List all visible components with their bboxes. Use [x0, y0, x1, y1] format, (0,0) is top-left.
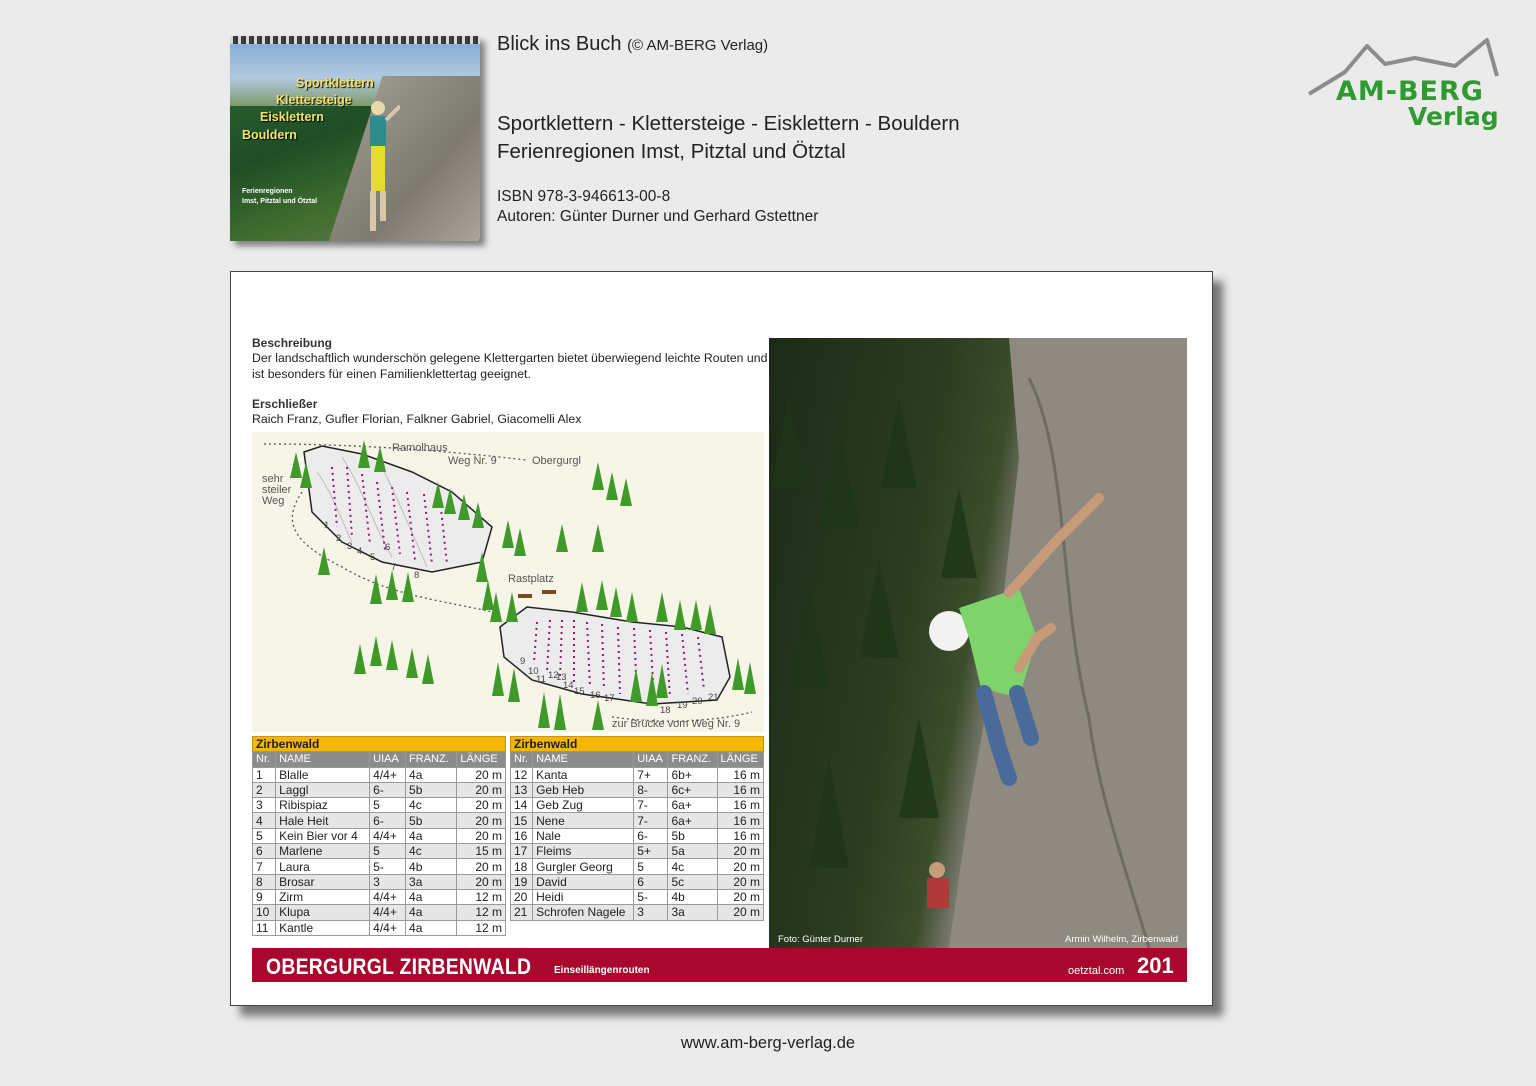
route-length: 20 m — [717, 859, 764, 874]
svg-text:10: 10 — [528, 666, 539, 677]
table-caption: Zirbenwald — [253, 737, 506, 752]
route-length: 16 m — [717, 798, 764, 813]
svg-text:15: 15 — [574, 686, 585, 697]
table-row — [253, 767, 506, 782]
route-length: 20 m — [717, 905, 764, 920]
route-nr: 10 — [253, 905, 276, 920]
svg-text:1: 1 — [324, 520, 330, 531]
topo-map — [252, 432, 764, 732]
map-label-steep-2: steiler — [262, 484, 292, 496]
route-franz: 4c — [668, 859, 717, 874]
page-footer-bar — [252, 948, 1187, 982]
route-length: 20 m — [457, 782, 506, 797]
cover-line-3: Eisklettern — [260, 110, 324, 124]
route-franz: 4a — [406, 889, 457, 904]
route-length: 20 m — [457, 859, 506, 874]
cover-region-1: Ferienregionen — [242, 188, 293, 195]
col-name: NAME — [276, 752, 370, 767]
route-franz: 5c — [668, 874, 717, 889]
book-cover — [230, 36, 480, 241]
col-nr: Nr. — [511, 752, 533, 767]
photo-caption: Armin Wilhelm, Zirbenwald — [1065, 934, 1178, 945]
route-uiaa: 4/4+ — [370, 767, 406, 782]
col-nr: Nr. — [253, 752, 276, 767]
table-row — [253, 844, 506, 859]
route-franz: 5a — [668, 844, 717, 859]
table-row — [253, 828, 506, 843]
svg-text:13: 13 — [556, 672, 567, 683]
route-franz: 6c+ — [668, 782, 717, 797]
route-length: 12 m — [457, 920, 506, 935]
table-row — [511, 905, 764, 920]
footer-title: OBERGURGL ZIRBENWALD — [266, 954, 532, 979]
route-franz: 6a+ — [668, 798, 717, 813]
header-authors: Autoren: Günter Durner und Gerhard Gstettner — [497, 208, 819, 225]
route-franz: 4c — [406, 844, 457, 859]
route-uiaa: 3 — [370, 874, 406, 889]
route-name: Blalle — [276, 767, 370, 782]
table-row — [511, 767, 764, 782]
route-name: Nene — [533, 813, 634, 828]
bench-icon — [518, 594, 532, 598]
map-label-obergurgl: Obergurgl — [532, 455, 581, 467]
map-label-weg: Weg Nr. 9 — [448, 455, 497, 467]
route-uiaa: 4/4+ — [370, 920, 406, 935]
route-name: Zirm — [276, 889, 370, 904]
route-length: 20 m — [457, 874, 506, 889]
route-franz: 3a — [668, 905, 717, 920]
route-length: 20 m — [457, 813, 506, 828]
route-uiaa: 6- — [634, 828, 668, 843]
route-uiaa: 5 — [634, 859, 668, 874]
table-row — [511, 844, 764, 859]
map-label-rastplatz: Rastplatz — [508, 573, 554, 585]
route-nr: 12 — [511, 767, 533, 782]
table-row — [511, 813, 764, 828]
route-name: Laggl — [276, 782, 370, 797]
site-url-link[interactable]: www.am-berg-verlag.de — [680, 1034, 856, 1052]
route-franz: 5b — [406, 813, 457, 828]
route-name: Brosar — [276, 874, 370, 889]
route-name: Fleims — [533, 844, 634, 859]
route-name: Laura — [276, 859, 370, 874]
route-uiaa: 6- — [370, 782, 406, 797]
route-uiaa: 3 — [634, 905, 668, 920]
route-nr: 18 — [511, 859, 533, 874]
header-title-text: Blick ins Buch — [497, 33, 622, 55]
route-length: 20 m — [717, 889, 764, 904]
route-nr: 6 — [253, 844, 276, 859]
svg-text:7: 7 — [391, 562, 397, 573]
svg-text:19: 19 — [677, 700, 688, 711]
cover-line-2: Klettersteige — [276, 93, 352, 107]
header-subtitle-1: Sportklettern - Klettersteige - Eisklettern - Bouldern — [497, 112, 960, 135]
route-franz: 6a+ — [668, 813, 717, 828]
col-laenge: LÄNGE — [717, 752, 764, 767]
route-nr: 8 — [253, 874, 276, 889]
route-name: David — [533, 874, 634, 889]
table-row — [253, 920, 506, 935]
route-nr: 13 — [511, 782, 533, 797]
route-nr: 7 — [253, 859, 276, 874]
route-uiaa: 6 — [634, 874, 668, 889]
col-franz: FRANZ. — [668, 752, 717, 767]
route-length: 12 m — [457, 889, 506, 904]
svg-text:18: 18 — [660, 705, 671, 716]
footer-subtitle: Einseillängenrouten — [554, 965, 650, 976]
route-uiaa: 7+ — [634, 767, 668, 782]
route-nr: 20 — [511, 889, 533, 904]
route-franz: 4a — [406, 920, 457, 935]
route-uiaa: 4/4+ — [370, 828, 406, 843]
route-uiaa: 5- — [634, 889, 668, 904]
table-row — [253, 889, 506, 904]
description-text: Der landschaftlich wunderschön gelegene Klettergarten bietet überwiegend leichte Routen und ist besonders für einen Familienklettertag geeignet. — [252, 351, 768, 381]
map-label-steep-3: Weg — [262, 495, 285, 507]
route-uiaa: 5 — [370, 844, 406, 859]
route-franz: 3a — [406, 874, 457, 889]
routes-table-left — [252, 736, 506, 936]
header-subtitle-2: Ferienregionen Imst, Pitztal und Ötztal — [497, 140, 846, 163]
table-row — [253, 782, 506, 797]
svg-text:4: 4 — [357, 546, 363, 557]
route-nr: 11 — [253, 920, 276, 935]
svg-text:3: 3 — [347, 541, 353, 552]
route-nr: 2 — [253, 782, 276, 797]
logo-line-1: AM-BERG — [1336, 76, 1484, 107]
route-nr: 17 — [511, 844, 533, 859]
table-row — [511, 889, 764, 904]
map-label-steep-1: sehr — [262, 473, 284, 485]
route-nr: 4 — [253, 813, 276, 828]
developers-text: Raich Franz, Gufler Florian, Falkner Gabriel, Giacomelli Alex — [252, 412, 582, 426]
svg-text:6: 6 — [385, 542, 391, 553]
svg-text:8: 8 — [414, 570, 420, 581]
route-name: Nale — [533, 828, 634, 843]
route-franz: 4a — [406, 905, 457, 920]
table-row — [511, 859, 764, 874]
route-length: 12 m — [457, 905, 506, 920]
route-nr: 19 — [511, 874, 533, 889]
route-length: 16 m — [717, 828, 764, 843]
table-row — [253, 813, 506, 828]
route-nr: 21 — [511, 905, 533, 920]
svg-text:2: 2 — [336, 533, 342, 544]
route-length: 20 m — [457, 828, 506, 843]
svg-text:21: 21 — [708, 692, 719, 703]
route-franz: 4b — [406, 859, 457, 874]
route-name: Kantle — [276, 920, 370, 935]
route-length: 20 m — [717, 874, 764, 889]
route-length: 20 m — [457, 767, 506, 782]
svg-text:16: 16 — [590, 690, 601, 701]
col-name: NAME — [533, 752, 634, 767]
header-isbn: ISBN 978-3-946613-00-8 — [497, 188, 671, 205]
cover-region-2: Imst, Pitztal und Ötztal — [242, 198, 318, 205]
route-nr: 16 — [511, 828, 533, 843]
table-row — [253, 874, 506, 889]
route-nr: 9 — [253, 889, 276, 904]
route-length: 20 m — [717, 844, 764, 859]
table-caption: Zirbenwald — [511, 737, 764, 752]
am-berg-logo[interactable] — [1305, 36, 1505, 136]
table-row — [511, 782, 764, 797]
col-uiaa: UIAA — [634, 752, 668, 767]
route-length: 15 m — [457, 844, 506, 859]
route-name: Heidi — [533, 889, 634, 904]
cover-line-1: Sportklettern — [296, 76, 374, 90]
route-uiaa: 5 — [370, 798, 406, 813]
svg-text:17: 17 — [604, 693, 615, 704]
route-uiaa: 4/4+ — [370, 889, 406, 904]
svg-text:9: 9 — [520, 656, 526, 667]
route-name: Kanta — [533, 767, 634, 782]
col-uiaa: UIAA — [370, 752, 406, 767]
climber-photo-image — [769, 338, 1187, 948]
route-name: Geb Heb — [533, 782, 634, 797]
route-franz: 5b — [668, 828, 717, 843]
map-label-bridge: zur Brücke vom Weg Nr. 9 — [612, 718, 741, 730]
svg-text:14: 14 — [563, 680, 574, 691]
route-name: Kein Bier vor 4 — [276, 828, 370, 843]
cover-line-4: Bouldern — [242, 128, 297, 142]
route-franz: 6b+ — [668, 767, 717, 782]
svg-text:12: 12 — [548, 670, 559, 681]
route-name: Hale Heit — [276, 813, 370, 828]
logo-line-2: Verlag — [1408, 102, 1499, 131]
photo-credit: Foto: Günter Durner — [778, 934, 864, 945]
route-name: Schrofen Nagele — [533, 905, 634, 920]
route-uiaa: 5+ — [634, 844, 668, 859]
route-length: 16 m — [717, 782, 764, 797]
col-franz: FRANZ. — [406, 752, 457, 767]
route-length: 16 m — [717, 813, 764, 828]
header-copyright: (© AM-BERG Verlag) — [627, 37, 769, 54]
route-name: Klupa — [276, 905, 370, 920]
table-row — [253, 859, 506, 874]
route-franz: 4a — [406, 767, 457, 782]
route-franz: 5b — [406, 782, 457, 797]
table-row — [511, 874, 764, 889]
developers-heading: Erschließer — [252, 397, 318, 411]
svg-text:20: 20 — [692, 696, 703, 707]
route-nr: 1 — [253, 767, 276, 782]
header-title — [497, 33, 768, 56]
route-name: Gurgler Georg — [533, 859, 634, 874]
description-heading: Beschreibung — [252, 336, 333, 350]
col-laenge: LÄNGE — [457, 752, 506, 767]
footer-url[interactable]: oetztal.com — [1068, 965, 1125, 977]
route-uiaa: 5- — [370, 859, 406, 874]
table-row — [511, 828, 764, 843]
table-row — [253, 905, 506, 920]
route-nr: 14 — [511, 798, 533, 813]
routes-table-right — [510, 736, 764, 921]
table-row — [253, 798, 506, 813]
route-nr: 15 — [511, 813, 533, 828]
route-length: 20 m — [457, 798, 506, 813]
route-franz: 4c — [406, 798, 457, 813]
route-name: Geb Zug — [533, 798, 634, 813]
bench-icon — [542, 590, 556, 594]
route-uiaa: 4/4+ — [370, 905, 406, 920]
page-number: 201 — [1137, 953, 1174, 978]
route-nr: 5 — [253, 828, 276, 843]
route-franz: 4b — [668, 889, 717, 904]
route-franz: 4a — [406, 828, 457, 843]
route-name: Ribispiaz — [276, 798, 370, 813]
route-uiaa: 8- — [634, 782, 668, 797]
route-length: 16 m — [717, 767, 764, 782]
map-label-ramolhaus: Ramolhaus — [392, 442, 448, 454]
table-row — [511, 798, 764, 813]
route-uiaa: 7- — [634, 813, 668, 828]
route-name: Marlene — [276, 844, 370, 859]
svg-text:5: 5 — [370, 552, 376, 563]
book-page — [230, 271, 1213, 1006]
route-uiaa: 7- — [634, 798, 668, 813]
climber-photo — [769, 338, 1187, 948]
route-nr: 3 — [253, 798, 276, 813]
cover-spiral-binding — [230, 36, 480, 44]
cover-climber-image — [360, 96, 400, 236]
svg-text:11: 11 — [536, 674, 546, 685]
route-uiaa: 6- — [370, 813, 406, 828]
